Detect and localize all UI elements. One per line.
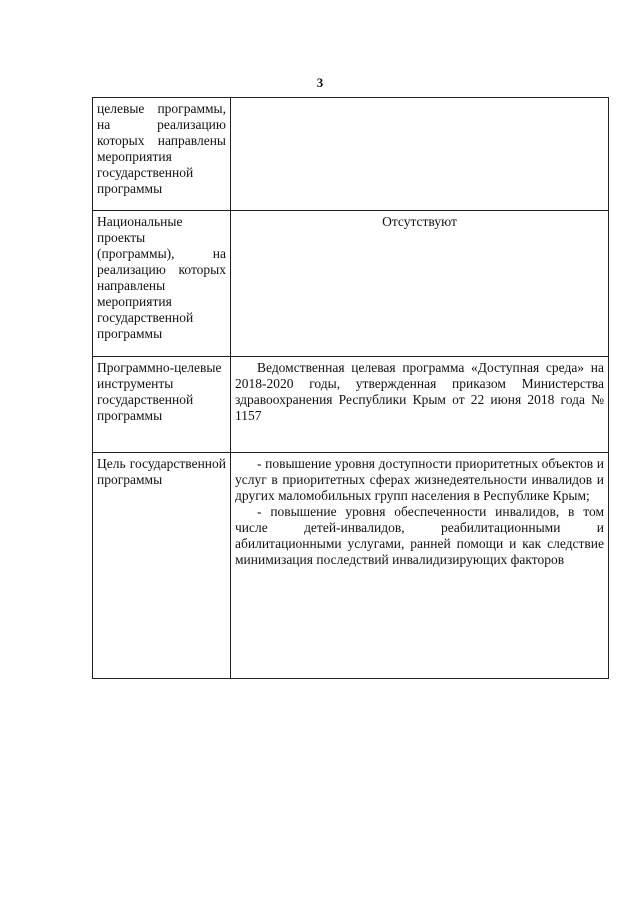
table-row bbox=[93, 211, 609, 357]
table-row bbox=[93, 98, 609, 211]
table-row bbox=[93, 357, 609, 453]
program-tools-text: Ведомственная целевая программа «Доступная среда» на 2018-2020 годы, утвержденная приказом Министерства здравоохранения Республики Крым от 22 июня 2018 года № 1157 bbox=[235, 360, 604, 423]
page-number: 3 bbox=[316, 75, 324, 90]
row-label: Цель государственной программы bbox=[93, 453, 231, 679]
row-value bbox=[231, 98, 609, 211]
goal-item: - повышение уровня доступности приоритетных объектов и услуг в приоритетных сферах жизнедеятельности инвалидов и других маломобильных групп населения в Республике Крым; bbox=[235, 456, 604, 503]
row-label: Программно-целевые инструменты государственной программы bbox=[93, 357, 231, 453]
row-label: Национальные проекты (программы), на реализацию которых направлены мероприятия государственной программы bbox=[93, 211, 231, 357]
row-value bbox=[231, 453, 609, 679]
row-value bbox=[231, 357, 609, 453]
row-value: Отсутствуют bbox=[231, 211, 609, 357]
table-row bbox=[93, 453, 609, 679]
row-label: целевые программы, на реализацию которых направлены мероприятия государственной программы bbox=[93, 98, 231, 211]
passport-table bbox=[92, 97, 609, 679]
goal-item: - повышение уровня обеспеченности инвалидов, в том числе детей-инвалидов, реабилитационными и абилитационными услугами, ранней помощи и как следствие минимизация последствий инвалидизирующих факторов bbox=[235, 504, 604, 567]
